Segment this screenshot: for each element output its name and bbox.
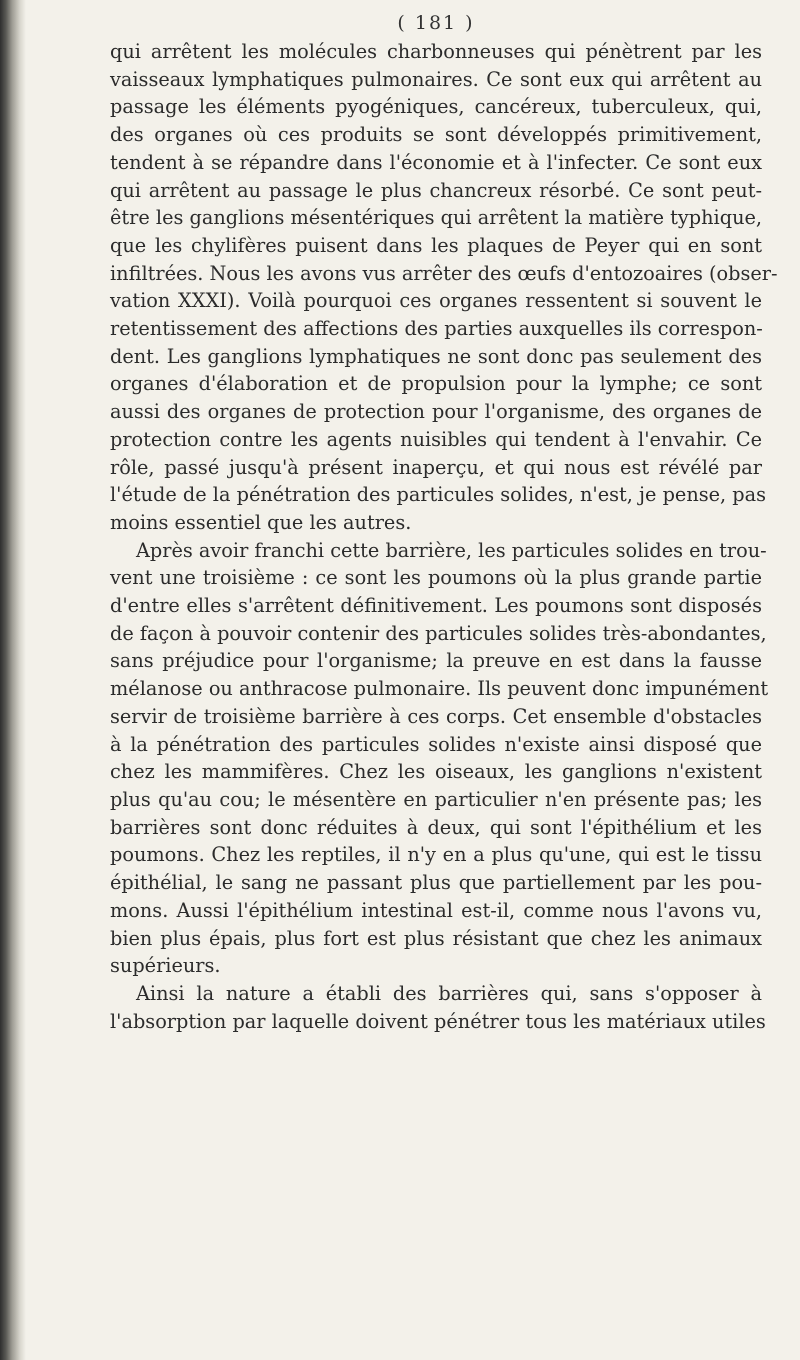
text-line: moins essentiel que les autres.	[110, 510, 412, 534]
paragraph-1	[110, 38, 778, 537]
text-line: vaisseaux lymphatiques pulmonaires. Ce sont eux qui arrêtent au	[110, 67, 762, 91]
text-line: infiltrées. Nous les avons vus arrêter des œufs d'entozoaires (obser-	[110, 261, 778, 285]
text-line: retentissement des affections des parties auxquelles ils correspon-	[110, 317, 763, 341]
text-line: Ainsi la nature a établi des barrières qui, sans s'opposer à	[136, 981, 762, 1005]
text-line: protection contre les agents nuisibles qui tendent à l'envahir. Ce	[110, 427, 762, 451]
paragraph-3	[110, 980, 766, 1035]
text-line: d'entre elles s'arrêtent définitivement. Les poumons sont disposés	[110, 594, 762, 618]
page-number: ( 181 )	[397, 12, 475, 34]
text-line: qui arrêtent au passage le plus chancreux résorbé. Ce sont peut-	[110, 178, 762, 202]
text-line: vent une troisième : ce sont les poumons où la plus grande partie	[110, 566, 762, 590]
text-line: Après avoir franchi cette barrière, les particules solides en trou-	[136, 538, 767, 562]
text-line: épithélial, le sang ne passant plus que partiellement par les pou-	[110, 871, 762, 895]
paragraph-2	[110, 537, 769, 980]
text-line: mons. Aussi l'épithélium intestinal est-il, comme nous l'avons vu,	[110, 898, 762, 922]
text-line: l'absorption par laquelle doivent pénétrer tous les matériaux utiles	[110, 1009, 766, 1033]
text-line: rôle, passé jusqu'à présent inaperçu, et qui nous est révélé par	[110, 455, 762, 479]
text-line: bien plus épais, plus fort est plus résistant que chez les animaux	[110, 926, 762, 950]
text-line: barrières sont donc réduites à deux, qui sont l'épithélium et les	[110, 815, 762, 839]
text-line: sans préjudice pour l'organisme; la preuve en est dans la fausse	[110, 649, 762, 673]
text-line: plus qu'au cou; le mésentère en particulier n'en présente pas; les	[110, 787, 762, 811]
text-line: de façon à pouvoir contenir des particules solides très-abondantes,	[110, 621, 767, 645]
text-line: supérieurs.	[110, 954, 221, 978]
text-line: tendent à se répandre dans l'économie et à l'infecter. Ce sont eux	[110, 150, 762, 174]
text-line: dent. Les ganglions lymphatiques ne sont donc pas seulement des	[110, 344, 762, 368]
text-line: des organes où ces produits se sont développés primitivement,	[110, 123, 762, 147]
book-binding-edge	[0, 0, 26, 1360]
text-line: être les ganglions mésentériques qui arrêtent la matière typhique,	[110, 206, 763, 230]
text-line: l'étude de la pénétration des particules solides, n'est, je pense, pas	[110, 483, 767, 507]
text-line: passage les éléments pyogéniques, cancéreux, tuberculeux, qui,	[110, 95, 762, 119]
text-line: vation XXXI). Voilà pourquoi ces organes ressentent si souvent le	[110, 289, 762, 313]
text-line: chez les mammifères. Chez les oiseaux, les ganglions n'existent	[110, 760, 762, 784]
text-line: aussi des organes de protection pour l'organisme, des organes de	[110, 400, 762, 424]
text-line: organes d'élaboration et de propulsion pour la lymphe; ce sont	[110, 372, 762, 396]
book-page	[110, 10, 778, 1035]
text-line: poumons. Chez les reptiles, il n'y en a plus qu'une, qui est le tissu	[110, 843, 762, 867]
text-line: à la pénétration des particules solides n'existe ainsi disposé que	[110, 732, 762, 756]
text-line: qui arrêtent les molécules charbonneuses qui pénètrent par les	[110, 40, 762, 63]
text-line: mélanose ou anthracose pulmonaire. Ils peuvent donc impunément	[110, 677, 769, 701]
text-line: servir de troisième barrière à ces corps. Cet ensemble d'obstacles	[110, 704, 762, 728]
text-line: que les chylifères puisent dans les plaques de Peyer qui en sont	[110, 233, 762, 257]
